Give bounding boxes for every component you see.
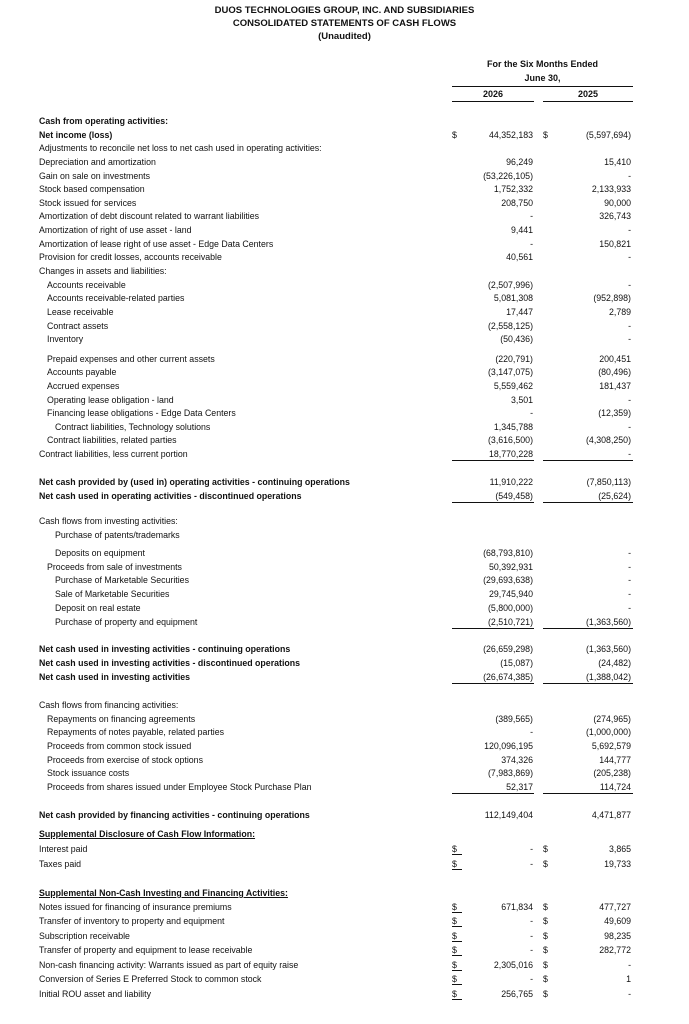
currency-symbol: $: [543, 859, 548, 869]
row-label: Initial ROU asset and liability: [39, 989, 151, 999]
table-row: [0, 197, 689, 210]
value-2025: 2,789: [608, 307, 631, 317]
value-2025: -: [628, 548, 631, 558]
row-label: Notes issued for financing of insurance premiums: [39, 902, 232, 912]
value-2026: (2,558,125): [488, 321, 533, 331]
currency-symbol: $: [543, 931, 548, 941]
table-row: [0, 333, 689, 346]
value-2026: -: [530, 239, 533, 249]
table-row: [0, 238, 689, 251]
row-label: Transfer of inventory to property and equipment: [39, 916, 225, 926]
table-row: [0, 265, 689, 278]
value-2025: 1: [626, 974, 631, 984]
column-underline-2025: [543, 101, 633, 102]
value-2025: 2,133,933: [591, 184, 631, 194]
value-2026: (68,793,810): [483, 548, 533, 558]
value-2026: 17,447: [506, 307, 533, 317]
value-2025: 477,727: [599, 902, 631, 912]
row-label: Accounts receivable-related parties: [47, 293, 185, 303]
value-2025: (274,965): [593, 714, 631, 724]
value-2026: (389,565): [495, 714, 533, 724]
table-row: [0, 380, 689, 393]
period-header-line1: For the Six Months Ended: [486, 59, 598, 69]
value-2026: 256,765: [501, 989, 533, 999]
value-2026: (3,147,075): [488, 367, 533, 377]
table-row: [0, 306, 689, 319]
currency-symbol: $: [543, 989, 548, 999]
table-row: [0, 448, 689, 461]
table-row: [0, 142, 689, 155]
row-label: Conversion of Series E Preferred Stock to common stock: [39, 974, 262, 984]
row-label: Stock issued for services: [39, 198, 137, 208]
row-label: Supplemental Non-Cash Investing and Financing Activities:: [39, 888, 288, 898]
row-label: Interest paid: [39, 844, 88, 854]
value-2025: (12,359): [598, 408, 631, 418]
currency-symbol: $: [452, 974, 457, 984]
row-label: Depreciation and amortization: [39, 157, 156, 167]
value-2025: -: [628, 422, 631, 432]
value-2026: 120,096,195: [484, 741, 533, 751]
value-2025: 19,733: [604, 859, 631, 869]
row-label: Amortization of debt discount related to warrant liabilities: [39, 211, 260, 221]
table-row: [0, 115, 689, 128]
value-2025: (1,000,000): [586, 727, 631, 737]
value-2025: -: [628, 562, 631, 572]
table-row: [0, 170, 689, 183]
table-row: [0, 754, 689, 767]
currency-symbol: $: [452, 130, 457, 140]
value-2026: -: [530, 974, 533, 984]
row-label: Proceeds from exercise of stock options: [47, 755, 203, 765]
value-2025: -: [628, 171, 631, 181]
row-label: Prepaid expenses and other current assets: [47, 354, 215, 364]
value-2025: (5,597,694): [586, 130, 631, 140]
value-2026: 11,910,222: [489, 477, 533, 487]
currency-underline: [452, 901, 462, 913]
value-2025: 114,724: [599, 782, 631, 792]
underline-2025: [543, 616, 633, 629]
value-2025: -: [628, 449, 631, 459]
value-2026: (2,507,996): [488, 280, 533, 290]
value-2025: 98,235: [604, 931, 631, 941]
column-underline-2026: [452, 101, 534, 102]
currency-symbol: $: [452, 844, 457, 854]
table-row: [0, 973, 689, 986]
value-2025: -: [628, 225, 631, 235]
value-2026: -: [530, 408, 533, 418]
row-label: Gain on sale on investments: [39, 171, 151, 181]
value-2026: -: [530, 211, 533, 221]
table-row: [0, 476, 689, 489]
value-2025: 15,410: [604, 157, 631, 167]
table-row: [0, 988, 689, 1001]
table-row: [0, 657, 689, 670]
value-2026: -: [530, 931, 533, 941]
value-2026: -: [530, 945, 533, 955]
underline-2026: [452, 490, 534, 503]
value-2025: (80,496): [598, 367, 631, 377]
value-2026: 52,317: [506, 782, 533, 792]
value-2025: (24,482): [598, 658, 631, 668]
row-label: Accounts receivable: [47, 280, 126, 290]
currency-symbol: $: [452, 945, 457, 955]
value-2025: 150,821: [599, 239, 631, 249]
value-2026: (2,510,721): [488, 617, 533, 627]
value-2026: (3,616,500): [488, 435, 533, 445]
value-2026: 1,752,332: [493, 184, 533, 194]
table-row: [0, 515, 689, 528]
row-label: Contract liabilities, related parties: [47, 435, 177, 445]
value-2026: (5,800,000): [488, 603, 533, 613]
table-row: [0, 320, 689, 333]
value-2026: 1,345,788: [493, 422, 533, 432]
period-header-line2: June 30,: [524, 73, 561, 83]
value-2026: 5,081,308: [493, 293, 533, 303]
row-label: Net income (loss): [39, 130, 113, 140]
underline-2026: [452, 616, 534, 629]
value-2025: 144,777: [599, 755, 631, 765]
row-label: Inventory: [47, 334, 84, 344]
row-label: Subscription receivable: [39, 931, 130, 941]
table-row: [0, 781, 689, 794]
row-label: Net cash used in investing activities - discontinued operations: [39, 658, 301, 668]
value-2025: 326,743: [599, 211, 631, 221]
table-row: [0, 901, 689, 914]
value-2026: 40,561: [506, 252, 533, 262]
row-label: Cash flows from investing activities:: [39, 516, 178, 526]
table-row: [0, 713, 689, 726]
value-2026: -: [530, 859, 533, 869]
underline-2025: [543, 490, 633, 503]
table-row: [0, 251, 689, 264]
row-label: Purchase of Marketable Securities: [55, 575, 189, 585]
row-label: Transfer of property and equipment to lease receivable: [39, 945, 253, 955]
value-2025: -: [628, 280, 631, 290]
table-row: [0, 434, 689, 447]
row-label: Proceeds from shares issued under Employee Stock Purchase Plan: [47, 782, 312, 792]
underline-2026: [452, 671, 534, 684]
row-label: Accrued expenses: [47, 381, 120, 391]
currency-symbol: $: [543, 902, 548, 912]
value-2026: 29,745,940: [488, 589, 533, 599]
row-label: Contract liabilities, Technology solutions: [55, 422, 211, 432]
row-label: Contract assets: [47, 321, 109, 331]
value-2026: (220,791): [495, 354, 533, 364]
row-label: Financing lease obligations - Edge Data Centers: [47, 408, 236, 418]
row-label: Taxes paid: [39, 859, 82, 869]
currency-symbol: $: [543, 844, 548, 854]
value-2026: (29,693,638): [483, 575, 533, 585]
currency-symbol: $: [452, 916, 457, 926]
value-2025: (1,363,560): [586, 644, 631, 654]
table-row: [0, 699, 689, 712]
value-2025: 5,692,579: [591, 741, 631, 751]
value-2025: -: [628, 334, 631, 344]
currency-underline: [452, 915, 462, 927]
value-2025: 200,451: [599, 354, 631, 364]
row-label: Accounts payable: [47, 367, 117, 377]
value-2025: 49,609: [604, 916, 631, 926]
value-2025: 4,471,877: [591, 810, 631, 820]
value-2026: 208,750: [501, 198, 533, 208]
table-row: [0, 944, 689, 957]
row-label: Net cash provided by financing activities - continuing operations: [39, 810, 310, 820]
row-label: Lease receivable: [47, 307, 114, 317]
table-row: [0, 210, 689, 223]
table-row: [0, 602, 689, 615]
table-row: [0, 767, 689, 780]
row-label: Deposit on real estate: [55, 603, 141, 613]
value-2025: 282,772: [599, 945, 631, 955]
row-label: Deposits on equipment: [55, 548, 145, 558]
underline-2025: [543, 448, 633, 461]
table-row: [0, 858, 689, 871]
value-2026: (15,087): [500, 658, 533, 668]
table-row: [0, 490, 689, 503]
row-label: Amortization of lease right of use asset - Edge Data Centers: [39, 239, 274, 249]
value-2026: -: [530, 916, 533, 926]
table-row: [0, 224, 689, 237]
value-2026: 5,559,462: [493, 381, 533, 391]
value-2025: (7,850,113): [586, 477, 631, 487]
row-label: Proceeds from sale of investments: [47, 562, 182, 572]
table-row: [0, 279, 689, 292]
currency-symbol: $: [452, 989, 457, 999]
table-row: [0, 407, 689, 420]
table-row: [0, 588, 689, 601]
table-row: [0, 959, 689, 972]
value-2026: 671,834: [501, 902, 533, 912]
table-row: [0, 828, 689, 841]
row-label: Stock based compensation: [39, 184, 145, 194]
value-2026: (26,674,385): [483, 672, 533, 682]
value-2026: (53,226,105): [483, 171, 533, 181]
column-header-2026: 2026: [482, 89, 504, 99]
row-label: Non-cash financing activity: Warrants issued as part of equity raise: [39, 960, 299, 970]
row-label: Provision for credit losses, accounts receivable: [39, 252, 222, 262]
value-2026: 96,249: [506, 157, 533, 167]
value-2026: 9,441: [510, 225, 533, 235]
statement-title: CONSOLIDATED STATEMENTS OF CASH FLOWS: [232, 18, 457, 29]
value-2026: (50,436): [500, 334, 533, 344]
currency-symbol: $: [452, 902, 457, 912]
currency-underline: [452, 988, 462, 1000]
table-row: [0, 671, 689, 684]
table-row: [0, 292, 689, 305]
underline-2026: [452, 448, 534, 461]
value-2026: 2,305,016: [493, 960, 533, 970]
table-row: [0, 574, 689, 587]
currency-symbol: $: [543, 960, 548, 970]
value-2026: 50,392,931: [488, 562, 533, 572]
row-label: Net cash used in operating activities - discontinued operations: [39, 491, 302, 501]
value-2026: -: [530, 844, 533, 854]
value-2025: 90,000: [604, 198, 631, 208]
table-row: [0, 183, 689, 196]
row-label: Repayments on financing agreements: [47, 714, 196, 724]
currency-symbol: $: [543, 974, 548, 984]
currency-symbol: $: [452, 960, 457, 970]
row-label: Net cash used in investing activities: [39, 672, 191, 682]
table-row: [0, 809, 689, 822]
table-row: [0, 156, 689, 169]
value-2025: (1,363,560): [586, 617, 631, 627]
currency-underline: [452, 843, 462, 855]
table-row: [0, 421, 689, 434]
table-row: [0, 930, 689, 943]
row-label: Changes in assets and liabilities:: [39, 266, 167, 276]
row-label: Amortization of right of use asset - land: [39, 225, 192, 235]
value-2026: 112,149,404: [484, 810, 533, 820]
company-name: DUOS TECHNOLOGIES GROUP, INC. AND SUBSIDIARIES: [214, 5, 475, 16]
row-label: Proceeds from common stock issued: [47, 741, 192, 751]
currency-underline: [452, 973, 462, 985]
value-2026: (7,983,869): [488, 768, 533, 778]
table-row: [0, 353, 689, 366]
value-2025: 181,437: [599, 381, 631, 391]
row-label: Operating lease obligation - land: [47, 395, 174, 405]
table-row: [0, 394, 689, 407]
value-2025: -: [628, 252, 631, 262]
value-2025: -: [628, 589, 631, 599]
table-row: [0, 561, 689, 574]
currency-symbol: $: [543, 916, 548, 926]
currency-underline: [452, 858, 462, 870]
row-label: Adjustments to reconcile net loss to net cash used in operating activities:: [39, 143, 322, 153]
row-label: Net cash provided by (used in) operating activities - continuing operations: [39, 477, 350, 487]
value-2026: (549,458): [495, 491, 533, 501]
currency-symbol: $: [452, 859, 457, 869]
table-row: [0, 547, 689, 560]
row-label: Repayments of notes payable, related parties: [47, 727, 225, 737]
table-row: [0, 887, 689, 900]
value-2025: (952,898): [593, 293, 631, 303]
value-2025: -: [628, 321, 631, 331]
currency-underline: [452, 930, 462, 942]
currency-symbol: $: [543, 945, 548, 955]
table-row: [0, 843, 689, 856]
value-2025: -: [628, 989, 631, 999]
value-2026: 374,326: [501, 755, 533, 765]
underline-2026: [452, 781, 534, 794]
value-2025: 3,865: [608, 844, 631, 854]
currency-underline: [452, 959, 462, 971]
table-row: [0, 726, 689, 739]
currency-symbol: $: [452, 931, 457, 941]
table-row: [0, 740, 689, 753]
value-2025: (25,624): [598, 491, 631, 501]
value-2025: -: [628, 960, 631, 970]
underline-2025: [543, 671, 633, 684]
row-label: Stock issuance costs: [47, 768, 130, 778]
table-row: [0, 366, 689, 379]
value-2025: -: [628, 575, 631, 585]
value-2025: -: [628, 603, 631, 613]
row-label: Purchase of property and equipment: [55, 617, 198, 627]
row-label: Supplemental Disclosure of Cash Flow Information:: [39, 829, 256, 839]
row-label: Cash flows from financing activities:: [39, 700, 179, 710]
currency-underline: [452, 944, 462, 956]
table-row: [0, 643, 689, 656]
table-row: [0, 915, 689, 928]
unaudited-note: (Unaudited): [318, 31, 371, 42]
value-2025: (4,308,250): [586, 435, 631, 445]
value-2025: -: [628, 395, 631, 405]
table-row: [0, 529, 689, 542]
value-2026: 3,501: [510, 395, 533, 405]
value-2026: 44,352,183: [488, 130, 533, 140]
row-label: Contract liabilities, less current portion: [39, 449, 188, 459]
value-2026: (26,659,298): [483, 644, 533, 654]
underline-2025: [543, 781, 633, 794]
value-2026: -: [530, 727, 533, 737]
value-2025: (1,388,042): [586, 672, 631, 682]
row-label: Purchase of patents/trademarks: [55, 530, 180, 540]
column-header-2025: 2025: [577, 89, 599, 99]
row-label: Net cash used in investing activities - continuing operations: [39, 644, 291, 654]
value-2025: (205,238): [593, 768, 631, 778]
row-label: Sale of Marketable Securities: [55, 589, 170, 599]
table-row: [0, 129, 689, 142]
period-header-underline: [452, 86, 633, 87]
value-2026: 18,770,228: [488, 449, 533, 459]
table-row: [0, 616, 689, 629]
row-label: Cash from operating activities:: [39, 116, 169, 126]
currency-symbol: $: [543, 130, 548, 140]
